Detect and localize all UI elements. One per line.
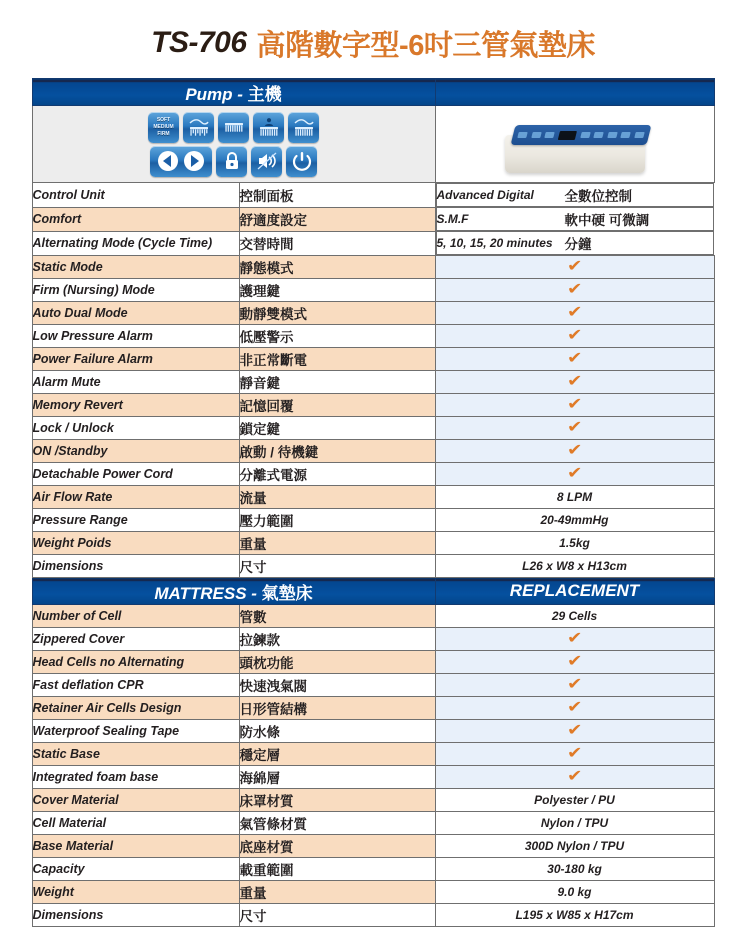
pump-row-13-label-en: Air Flow Rate	[32, 486, 239, 509]
mattress-row-11-label-cn: 載重範圍	[239, 858, 435, 881]
check-icon: ✔	[566, 699, 583, 716]
pump-icon-panel	[32, 106, 435, 183]
pump-control-panel	[510, 125, 651, 145]
check-icon: ✔	[566, 258, 583, 275]
pump-key	[530, 132, 540, 138]
pump-row-1-value-cn: 軟中硬 可微調	[564, 213, 650, 228]
pump-row-9-value	[435, 394, 714, 417]
pump-section-header	[32, 79, 714, 106]
mattress-row-3-value	[435, 674, 714, 697]
mattress-row-7-value	[435, 766, 714, 789]
mattress-row-0-value: 29 Cells	[435, 605, 714, 628]
check-icon: ✔	[566, 350, 583, 367]
mattress-row-3-label-cn: 快速洩氣閥	[239, 674, 435, 697]
pump-row-10-value	[435, 417, 714, 440]
pump-row-0-label-en: Control Unit	[32, 183, 239, 208]
table-row	[32, 207, 714, 231]
mattress-row-11-value: 30-180 kg	[435, 858, 714, 881]
pump-row-11-label-cn: 啟動 / 待機鍵	[239, 440, 435, 463]
table-row	[32, 302, 714, 325]
pump-row-7-label-cn: 非正常斷電	[239, 348, 435, 371]
mattress-row-9-label-en: Cell Material	[32, 812, 239, 835]
pump-row-12-label-en: Detachable Power Cord	[32, 463, 239, 486]
pump-section-header-right	[435, 79, 714, 106]
mattress-row-0-label-cn: 管數	[239, 605, 435, 628]
check-icon: ✔	[566, 373, 583, 390]
mattress-row-9-value: Nylon / TPU	[435, 812, 714, 835]
pump-row-3-label-cn: 靜態模式	[239, 256, 435, 279]
check-icon: ✔	[566, 768, 583, 785]
pump-section-header-label-cn: 主機	[247, 84, 282, 104]
table-row	[32, 394, 714, 417]
table-row	[32, 532, 714, 555]
table-row	[32, 674, 714, 697]
pump-row-0-value-en: Advanced Digital	[436, 188, 534, 202]
mattress-row-1-value	[435, 628, 714, 651]
pump-row-8-value	[435, 371, 714, 394]
mattress-row-8-label-en: Cover Material	[32, 789, 239, 812]
pump-row-3-label-en: Static Mode	[32, 256, 239, 279]
pump-row-11-label-en: ON /Standby	[32, 440, 239, 463]
table-row	[32, 463, 714, 486]
alarm-mute-icon	[251, 146, 282, 177]
table-row	[32, 904, 714, 927]
table-row	[32, 789, 714, 812]
check-icon: ✔	[566, 419, 583, 436]
table-row	[32, 835, 714, 858]
pump-row-6-value	[435, 325, 714, 348]
mattress-section-header-right-label: REPLACEMENT	[509, 581, 640, 600]
pump-row-2-label-cn: 交替時間	[239, 231, 435, 256]
pump-row-0-value	[436, 183, 715, 207]
table-row	[32, 440, 714, 463]
pump-key	[544, 132, 554, 138]
check-icon: ✔	[566, 442, 583, 459]
alternating-mode-icon	[183, 112, 214, 143]
mattress-row-12-label-en: Weight	[32, 881, 239, 904]
pump-photo-cell	[435, 106, 714, 183]
pump-section-header-label	[33, 80, 435, 105]
mattress-row-10-value: 300D Nylon / TPU	[435, 835, 714, 858]
specification-table	[32, 78, 715, 927]
pump-key	[593, 132, 603, 138]
table-row	[32, 183, 714, 208]
pump-row-4-value	[435, 279, 714, 302]
mattress-section-header-right	[435, 578, 714, 605]
table-row	[32, 279, 714, 302]
icon-row-bottom	[150, 146, 317, 177]
pump-row-10-label-en: Lock / Unlock	[32, 417, 239, 440]
icon-row-top	[148, 112, 319, 143]
mattress-row-10-label-cn: 底座材質	[239, 835, 435, 858]
pump-row-1-label-en: Comfort	[32, 207, 239, 231]
pump-row-5-value	[435, 302, 714, 325]
table-row	[32, 651, 714, 674]
mattress-section-header	[32, 578, 714, 605]
pump-row-4-label-en: Firm (Nursing) Mode	[32, 279, 239, 302]
pump-row-1-label-cn: 舒適度設定	[239, 207, 435, 231]
pump-row-5-label-en: Auto Dual Mode	[32, 302, 239, 325]
mattress-section-header-left	[32, 578, 435, 605]
pump-row-4-label-cn: 護理鍵	[239, 279, 435, 302]
pump-row-3-value	[435, 256, 714, 279]
page-title	[0, 0, 746, 78]
table-row	[32, 605, 714, 628]
pump-row-1-value	[436, 207, 715, 231]
table-row	[32, 812, 714, 835]
table-row	[32, 720, 714, 743]
static-mode-icon	[218, 112, 249, 143]
pump-row-15-label-en: Weight Poids	[32, 532, 239, 555]
pump-row-9-label-cn: 記憶回覆	[239, 394, 435, 417]
check-icon: ✔	[566, 676, 583, 693]
table-row	[32, 231, 714, 256]
mattress-row-6-label-cn: 穩定層	[239, 743, 435, 766]
firm-nursing-mode-icon	[288, 112, 319, 143]
mattress-row-2-label-cn: 頭枕功能	[239, 651, 435, 674]
pump-key	[634, 132, 644, 138]
pump-row-13-label-cn: 流量	[239, 486, 435, 509]
pump-row-2-value-cn: 分鐘	[564, 237, 592, 252]
pump-row-15-label-cn: 重量	[239, 532, 435, 555]
mattress-row-11-label-en: Capacity	[32, 858, 239, 881]
check-icon: ✔	[566, 630, 583, 647]
pump-key	[620, 132, 630, 138]
pump-row-2-value	[436, 231, 715, 255]
pump-row-1-value-en: S.M.F	[436, 212, 469, 226]
mattress-section-header-label	[33, 579, 435, 604]
pump-row-10-label-cn: 鎖定鍵	[239, 417, 435, 440]
mattress-row-12-value: 9.0 kg	[435, 881, 714, 904]
table-row	[32, 881, 714, 904]
mattress-row-5-value	[435, 720, 714, 743]
table-row	[32, 486, 714, 509]
table-row	[32, 743, 714, 766]
product-title-chinese: 高階數字型-6吋三管氣墊床	[256, 29, 595, 62]
mattress-row-5-label-cn: 防水條	[239, 720, 435, 743]
pump-row-14-label-en: Pressure Range	[32, 509, 239, 532]
mattress-row-8-value: Polyester / PU	[435, 789, 714, 812]
table-row	[32, 509, 714, 532]
mattress-row-1-label-cn: 拉鍊款	[239, 628, 435, 651]
pump-key	[579, 132, 589, 138]
table-row	[32, 256, 714, 279]
mattress-row-4-label-en: Retainer Air Cells Design	[32, 697, 239, 720]
soft-medium-firm-icon	[148, 112, 179, 143]
lock-unlock-icon	[216, 146, 247, 177]
pump-section-header-label-en: Pump	[185, 84, 233, 104]
pump-section-header-label-sep: -	[232, 84, 248, 104]
pump-key	[517, 132, 527, 138]
check-icon: ✔	[566, 281, 583, 298]
table-row	[32, 348, 714, 371]
pump-row-8-label-cn: 靜音鍵	[239, 371, 435, 394]
check-icon: ✔	[566, 722, 583, 739]
pump-row-16-label-en: Dimensions	[32, 555, 239, 578]
pump-row-7-value	[435, 348, 714, 371]
check-icon: ✔	[566, 396, 583, 413]
pump-row-6-label-cn: 低壓警示	[239, 325, 435, 348]
mattress-row-4-label-cn: 日形管結構	[239, 697, 435, 720]
mattress-row-7-label-en: Integrated foam base	[32, 766, 239, 789]
mattress-row-7-label-cn: 海綿層	[239, 766, 435, 789]
table-row	[32, 766, 714, 789]
pump-control-icons	[33, 106, 435, 182]
mattress-row-4-value	[435, 697, 714, 720]
pump-section-header-left	[32, 79, 435, 106]
pump-row-12-label-cn: 分離式電源	[239, 463, 435, 486]
mattress-row-13-label-cn: 尺寸	[239, 904, 435, 927]
table-row	[32, 555, 714, 578]
mattress-row-2-value	[435, 651, 714, 674]
mattress-section-header-label-cn: 氣墊床	[261, 583, 313, 603]
auto-dual-mode-icon	[253, 112, 284, 143]
mattress-row-10-label-en: Base Material	[32, 835, 239, 858]
pump-row-11-value	[435, 440, 714, 463]
check-icon: ✔	[566, 745, 583, 762]
check-icon: ✔	[566, 653, 583, 670]
pump-row-2-value-en: 5, 10, 15, 20 minutes	[436, 236, 553, 250]
mattress-row-8-label-cn: 床罩材質	[239, 789, 435, 812]
check-icon: ✔	[566, 465, 583, 482]
soft-medium-firm-label: SOFT MEDIUM FIRM	[153, 116, 174, 137]
table-row	[32, 858, 714, 881]
pump-display	[557, 131, 576, 140]
mattress-row-12-label-cn: 重量	[239, 881, 435, 904]
decrease-increase-icon	[150, 146, 212, 177]
pump-row-9-label-en: Memory Revert	[32, 394, 239, 417]
pump-row-13-value: 8 LPM	[435, 486, 714, 509]
pump-unit-photo	[497, 119, 653, 177]
table-row	[32, 325, 714, 348]
pump-row-5-label-cn: 動靜雙模式	[239, 302, 435, 325]
check-icon: ✔	[566, 327, 583, 344]
table-row	[32, 628, 714, 651]
mattress-row-6-value	[435, 743, 714, 766]
mattress-row-0-label-en: Number of Cell	[32, 605, 239, 628]
mattress-row-13-value: L195 x W85 x H17cm	[435, 904, 714, 927]
pump-row-8-label-en: Alarm Mute	[32, 371, 239, 394]
pump-row-7-label-en: Power Failure Alarm	[32, 348, 239, 371]
pump-panel-keys	[516, 128, 645, 142]
mattress-row-6-label-en: Static Base	[32, 743, 239, 766]
mattress-row-9-label-cn: 氣管條材質	[239, 812, 435, 835]
mattress-row-5-label-en: Waterproof Sealing Tape	[32, 720, 239, 743]
pump-illustration-row	[32, 106, 714, 183]
mattress-row-1-label-en: Zippered Cover	[32, 628, 239, 651]
pump-key	[607, 132, 617, 138]
table-row	[32, 417, 714, 440]
pump-row-0-value-cn: 全數位控制	[564, 189, 632, 204]
power-standby-icon	[286, 146, 317, 177]
mattress-row-3-label-en: Fast deflation CPR	[32, 674, 239, 697]
mattress-section-header-label-en: MATTRESS	[154, 583, 247, 603]
table-row	[32, 697, 714, 720]
pump-row-0-label-cn: 控制面板	[239, 183, 435, 208]
pump-row-15-value: 1.5kg	[435, 532, 714, 555]
mattress-section-header-label-sep: -	[246, 583, 262, 603]
pump-row-6-label-en: Low Pressure Alarm	[32, 325, 239, 348]
pump-row-14-label-cn: 壓力範圍	[239, 509, 435, 532]
table-row	[32, 371, 714, 394]
pump-row-12-value	[435, 463, 714, 486]
mattress-row-2-label-en: Head Cells no Alternating	[32, 651, 239, 674]
check-icon: ✔	[566, 304, 583, 321]
pump-row-2-label-en: Alternating Mode (Cycle Time)	[32, 231, 239, 256]
mattress-row-13-label-en: Dimensions	[32, 904, 239, 927]
pump-row-16-label-cn: 尺寸	[239, 555, 435, 578]
pump-row-14-value: 20-49mmHg	[435, 509, 714, 532]
product-model: TS-706	[151, 26, 247, 59]
pump-row-16-value: L26 x W8 x H13cm	[435, 555, 714, 578]
